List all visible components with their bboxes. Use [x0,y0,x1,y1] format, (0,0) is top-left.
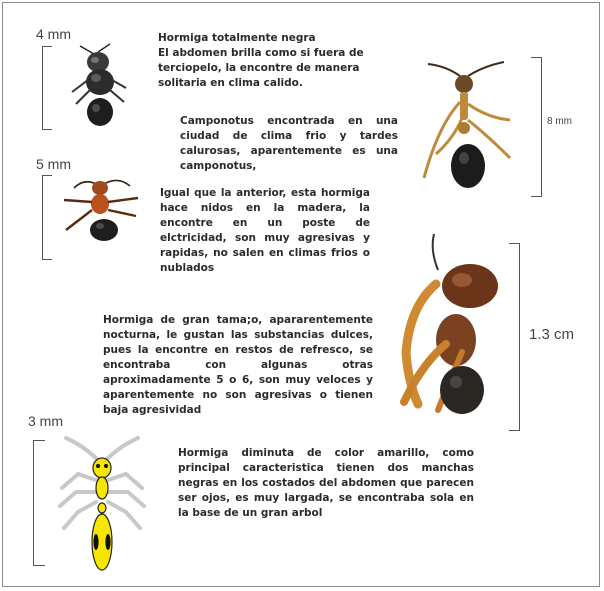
size-bracket-4mm [42,46,52,130]
description-5mm: Igual que la anterior, esta hormiga hace nidos en la madera, la encontre en un poste de elctricidad, son muy agresivas y rapidas, no salen en climas frios o nublados [160,187,370,274]
description-3mm: Hormiga diminuta de color amarillo, como principal caracteristica tienen dos manchas negras en los costados del abdomen que parecen ser ojos, es muy largada, se encontraba sola en la base de un gran arbol [178,447,474,519]
size-label-3mm: 3 mm [28,413,63,429]
size-label-1-3cm: 1.3 cm [529,326,575,343]
description-4mm-title: Hormiga totalmente negra [158,32,316,44]
description-4mm-body: El abdomen brilla como si fuera de terciopelo, la encontre de manera solitaria en clima calido. [158,47,364,89]
black-ant-icon [66,40,132,132]
description-8mm: Camponotus encontrada en una ciudad de clima frio y tardes calurosas, aparentemente es una camponotus, [180,115,398,172]
size-label-5mm: 5 mm [36,156,71,172]
size-label-8mm: 8 mm [547,116,572,127]
size-bracket-3mm [33,440,45,566]
size-bracket-8mm [531,57,542,197]
yellow-ant-drawing-icon [54,430,150,580]
large-brown-ant-icon [390,232,514,424]
size-bracket-1-3cm [509,243,520,431]
description-4mm [158,31,388,91]
size-label-4mm: 4 mm [36,26,71,42]
camponotus-ant-icon [418,58,524,198]
red-black-ant-icon [60,174,144,246]
size-bracket-5mm [42,175,52,260]
description-1-3cm: Hormiga de gran tama;o, apararentemente nocturna, le gustan las substancias dulces, pues la encontre en restos de refresco, se encontraba con algunas otras aproximadamente 5 o 6, son muy veloces y aparentemente no son agresivas o tienen baja agresividad [103,314,373,416]
